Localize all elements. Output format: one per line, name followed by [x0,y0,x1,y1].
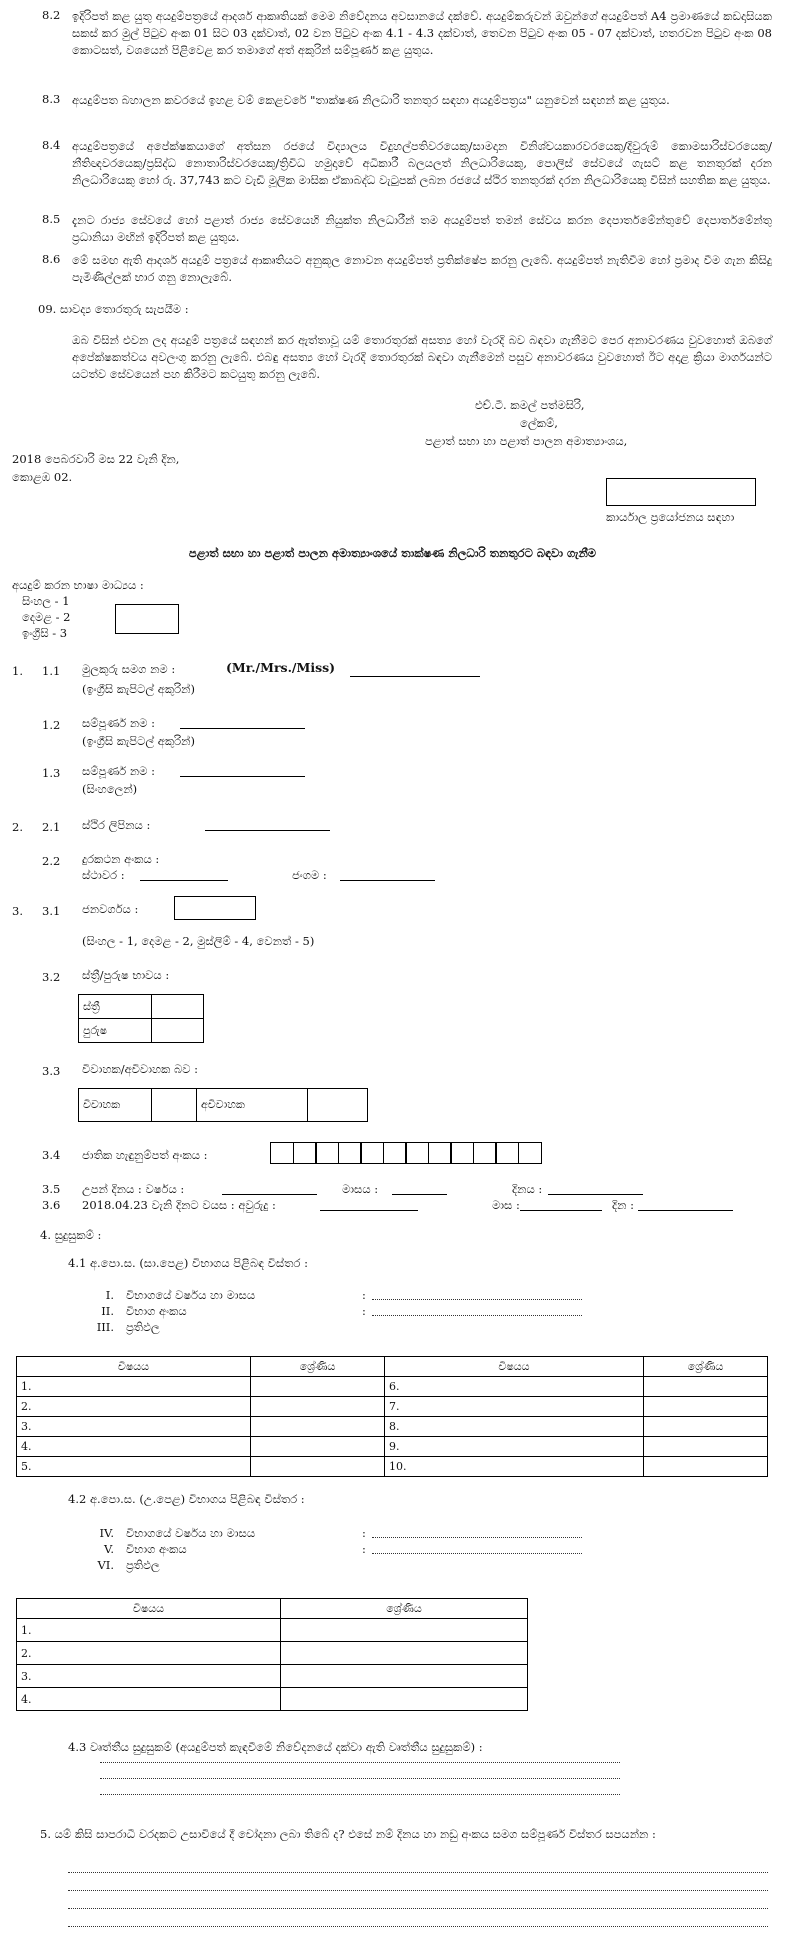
col-header: ශ්‍රේණිය [644,1357,768,1377]
medium-label: අයදුම් කරන භාෂා මාධ්‍යය : [12,578,144,592]
row-number[interactable]: 4. [17,1437,251,1457]
grade-cell[interactable] [281,1642,528,1665]
medium-option: සිංහල - 1 [22,594,70,608]
roman-numeral: IV. [99,1526,114,1540]
q-number: 3.5 [42,1182,61,1196]
colon: : [362,1542,366,1556]
q21-answer-line[interactable] [205,830,330,831]
colon: : [362,1526,366,1540]
col-header: විෂයය [17,1357,251,1377]
grade-cell[interactable] [281,1665,528,1688]
q22-mobile-line[interactable] [340,880,435,881]
q36-day: දින : [612,1198,634,1212]
signature-title: ලේකම්, [520,416,558,430]
office-use-box [606,478,756,506]
row-number[interactable]: 3. [17,1417,251,1437]
table-row [17,1437,768,1457]
q-number: 2. [12,820,23,834]
gender-male: පුරුෂ [79,1019,152,1043]
signature-name: එච්.ටී. කමල් පත්මසිරි, [475,398,585,412]
grade-cell[interactable] [281,1619,528,1642]
ol-item-label: විභාගයේ වර්ෂය හා මාසය [126,1288,256,1302]
office-use-label: කාර්යාල ප්‍රයෝජනය සඳහා [606,510,735,524]
ol-index-dots[interactable] [372,1315,582,1316]
al-year-dots[interactable] [372,1537,582,1538]
colon: : [362,1304,366,1318]
row-number[interactable]: 3. [17,1665,281,1688]
section-4-title: 4. සුදුසුකම් : [40,1228,102,1242]
al-item-label: ප්‍රතිඵල [126,1558,160,1572]
q22-mobile-label: ජංගම : [292,868,327,882]
q36-month: මාස : [492,1198,520,1212]
table-row [17,1397,768,1417]
signature-ministry: පළාත් සභා හා පළාත් පාලන අමාත්‍යාංශය, [425,434,628,448]
marital-unmarried: අවිවාහක [197,1089,308,1122]
para-number: 8.5 [42,212,61,226]
q-number: 1.1 [42,664,61,678]
roman-numeral: V. [104,1542,114,1556]
colon: : [362,1288,366,1302]
row-number[interactable]: 8. [385,1417,644,1437]
row-number[interactable]: 4. [17,1688,281,1711]
al-results-table [16,1598,528,1711]
para-number: 8.2 [42,8,61,22]
marital-married-box[interactable] [152,1089,197,1122]
section-4-2-title: 4.2 අ.පො.ස. (උ.පෙළ) විභාගය පිළිබඳ විස්තර : [68,1492,305,1506]
paragraph-8-2: ඉදිරිපත් කළ යුතු අයදුම්පත්‍රයේ ආදර්ශ ආකෘතියක් මෙම නිවේදනය අවසානයේ දක්වේ. අයදුම්කරුවන් ඔවුන්ගේ අයදුම්පත් A4 ප්‍රමාණයේ කඩදාසියක සකස් කර මුල් පිටුව අංක 01 සිට 03 දක්වාත්, 02 වන පිටුව අංක 4.1 - 4.3 දක්වාත්, තෙවන පිටුව අංක 05 - 07 දක්වාත්, හතරවන පිටුව අංක 08 කොටසත්, වශයෙන් පිළිවෙළ කර තමාගේ අත් අකුරින් සම්පූර්ණ කළ යුතුය. [72,9,772,57]
professional-dots[interactable] [100,1778,620,1779]
row-number[interactable]: 2. [17,1642,281,1665]
roman-numeral: I. [105,1288,114,1302]
age-month-line[interactable] [520,1210,602,1211]
criminal-dots[interactable] [68,1890,768,1891]
section-5-title: 5. යම් කිසි සාපරාධී වරදකට උසාවියේ දී චෝදනා ලබා තිබේ ද? එසේ නම් දිනය හා නඩු අංකය සමග සම්පූර්ණ විස්තර සපයන්න : [40,1827,656,1841]
q-number: 1. [12,664,23,678]
q35-month: මාසය : [342,1182,379,1196]
gender-male-box[interactable] [152,1019,204,1043]
nic-cells[interactable] [270,1142,540,1164]
table-row [17,1619,528,1642]
ethnicity-box[interactable] [174,896,256,920]
roman-numeral: III. [96,1320,114,1334]
row-number[interactable]: 1. [17,1619,281,1642]
ol-item-label: විභාග අංකය [126,1304,187,1318]
q11-title: (Mr./Mrs./Miss) [226,660,336,675]
paragraph-8-5: දැනට රාජ්‍ය සේවයේ හෝ පළාත් රාජ්‍ය සේවයෙහි නියුක්ත නිලධාරීන් තම අයදුම්පත් තමන් සේවය කරන දෙපාර්තමේන්තුවේ දෙපාර්තමේන්තු ප්‍රධානියා මඟින් ඉදිරිපත් කළ යුතුය. [72,213,772,244]
q32-label: ස්ත්‍රී/පුරුෂ භාවය : [82,968,170,982]
place-line: කොළඹ 02. [12,470,73,484]
section-4-1-title: 4.1 අ.පො.ස. (සා.පෙළ) විභාගය පිළිබඳ විස්තර : [68,1256,308,1270]
q31-label: ජනවර්ගය : [82,902,139,916]
grade-cell[interactable] [644,1397,768,1417]
section-4-3-title: 4.3 වෘත්තීය සුදුසුකම් (අයදුම්පත් කැඳවීමේ නිවේදනයේ දක්වා ඇති වෘත්තීය සුදුසුකම්) : [68,1740,483,1754]
grade-cell[interactable] [644,1437,768,1457]
q22-home-line[interactable] [140,880,228,881]
professional-dots[interactable] [100,1794,620,1795]
grade-cell[interactable] [251,1397,385,1417]
q-number: 3. [12,904,23,918]
col-header: ශ්‍රේණිය [281,1599,528,1619]
para-number: 8.6 [42,252,61,266]
section-09-text: ඔබ විසින් එවන ලද අයදුම් පත්‍රයේ සඳහන් කර ඇත්තාවූ යම් තොරතුරක් අසත්‍ය හෝ වැරදි බව බඳවා ගැනීමට පෙර අනාවරණය වුවහොත් ඔබගේ අපේක්ෂකත්වය අවලංගු කරනු ලැබේ. එබඳු අසත්‍ය හෝ වැරදි තොරතුරක් බඳවා ගැනීමෙන් පසුව අනාවරණය වුවහොත් ඊට අදාළ ක්‍රියා මාර්ගයන්ට යටත්ව සේවයෙන් පහ කිරීමට කටයුතු කරනු ලැබේ. [72,333,772,381]
medium-input-box[interactable] [115,604,179,634]
ol-year-dots[interactable] [372,1299,582,1300]
grade-cell[interactable] [644,1457,768,1477]
row-number[interactable]: 5. [17,1457,251,1477]
q-number: 3.6 [42,1198,61,1212]
q-number: 3.3 [42,1064,61,1078]
date-line: 2018 පෙබරවාරි මස 22 වැනි දින, [12,452,180,466]
dob-day-line[interactable] [548,1194,643,1195]
al-index-dots[interactable] [372,1553,582,1554]
grade-cell[interactable] [644,1417,768,1437]
col-header: විෂයය [17,1599,281,1619]
table-row [17,1665,528,1688]
marital-table [78,1088,368,1122]
medium-option: දෙමළ - 2 [22,610,71,624]
gender-female: ස්ත්‍රී [79,995,152,1019]
para-number: 8.4 [42,138,61,152]
col-header: විෂයය [385,1357,644,1377]
marital-married: විවාහක [79,1089,152,1122]
paragraph-8-4: අයදුම්පත්‍රයේ අපේක්ෂකයාගේ අත්සන රජයේ විද්‍යාලය විදුහල්පතිවරයෙකු/සාමදාන විනිශ්චයකාරවරයෙකු/දිවුරුම් කොමසාරිස්වරයෙකු/නීතිඥවරයෙකු/ප්‍රසිද්ධ නොතාරිස්වරයෙකු/ත්‍රිවිධ හමුදාවේ අධිකාරී බලයලත් නිලධාරියෙකු, පොලිස් සේවයේ ගැසට් කළ තනතුරක් දරන නිලධාරියෙකු හෝ රු. 37,743 කට වැඩි මූලික මාසික ඒකාබද්ධ වැටුපක් ලබන රජයේ ස්ථිර තනතුරක් දරන නිලධාරියෙකු විසින් සහතික කළ යුතුය. [72,139,772,187]
table-row [17,1688,528,1711]
age-day-line[interactable] [638,1210,733,1211]
q21-label: ස්ථිර ලිපිනය : [82,818,151,832]
q-number: 1.3 [42,766,61,780]
row-number[interactable]: 2. [17,1397,251,1417]
dob-month-line[interactable] [392,1194,447,1195]
q12-answer-line[interactable] [180,728,305,729]
ol-item-label: ප්‍රතිඵල [126,1320,160,1334]
q-number: 3.4 [42,1148,61,1162]
q12-label: සම්පූර්ණ නම : [82,716,155,730]
q34-label: ජාතික හැඳුනුම්පත් අංකය : [82,1148,208,1162]
section-09-title: 09. සාවද්‍ය තොරතුරු සැපයීම : [38,302,189,316]
q35-label: උපන් දිනය : වර්ෂය : [82,1182,185,1196]
q-number: 3.1 [42,904,61,918]
paragraph-8-3: අයදුම්පත බහාලන කවරයේ ඉහළ වම් කෙළවරේ "තාක්ෂණ නිලධාරි තනතුර සඳහා අයදුම්පත්‍රය" යනුවෙන් සඳහන් කළ යුතුය. [72,93,670,107]
q-number: 1.2 [42,718,61,732]
table-row [17,1417,768,1437]
para-number: 8.3 [42,92,61,106]
criminal-dots[interactable] [68,1926,768,1927]
roman-numeral: VI. [97,1558,114,1572]
q-number: 2.1 [42,820,61,834]
q33-label: විවාහක/අවිවාහක බව : [82,1062,199,1076]
q12-note: (ඉංග්‍රීසි කැපිටල් අකුරින්) [82,734,195,748]
q-number: 3.2 [42,970,61,984]
q35-day: දිනය : [512,1182,543,1196]
q22-home-label: ස්ථාවර : [82,868,125,882]
q22-label: දුරකථන අංකය : [82,852,160,866]
grade-cell[interactable] [644,1377,768,1397]
q13-answer-line[interactable] [180,776,305,777]
grade-cell[interactable] [251,1457,385,1477]
grade-cell[interactable] [251,1417,385,1437]
table-row [17,1377,768,1397]
paragraph-8-6: මේ සමඟ ඇති ආදර්ශ අයදුම් පත්‍රයේ ආකෘතියට අනුකූල නොවන අයදුම්පත් ප්‍රතික්ෂේප කරනු ලැබේ. අයදුම්පත් නැතිවීම හෝ ප්‍රමාද වීම ගැන කිසිදු පැමිණිල්ලක් භාර ගනු නොලැබේ. [72,253,772,284]
row-number[interactable]: 1. [17,1377,251,1397]
table-row [17,1642,528,1665]
grade-cell[interactable] [251,1437,385,1457]
roman-numeral: II. [101,1304,114,1318]
al-item-label: විභාග අංකය [126,1542,187,1556]
age-years-line[interactable] [320,1210,418,1211]
q31-note: (සිංහල - 1, දෙමළ - 2, මුස්ලිම් - 4, වෙනත් - 5) [82,934,315,948]
q11-note: (ඉංග්‍රීසි කැපිටල් අකුරින්) [82,682,195,696]
row-number[interactable]: 6. [385,1377,644,1397]
q36-label: 2018.04.23 වැනි දිනට වයස : අවුරුදු : [82,1198,276,1212]
criminal-dots[interactable] [68,1908,768,1909]
dob-year-line[interactable] [222,1194,317,1195]
grade-cell[interactable] [251,1377,385,1397]
al-item-label: විභාගයේ වර්ෂය හා මාසය [126,1526,256,1540]
grade-cell[interactable] [281,1688,528,1711]
table-row [17,1457,768,1477]
q-number: 2.2 [42,854,61,868]
q11-label: මුලකුරු සමග නම : [82,662,176,676]
q11-answer-line[interactable] [350,676,480,677]
q13-note: (සිංහලෙන්) [82,782,138,796]
professional-dots[interactable] [100,1762,620,1763]
ol-results-table [16,1356,768,1477]
row-number[interactable]: 9. [385,1437,644,1457]
row-number[interactable]: 10. [385,1457,644,1477]
criminal-dots[interactable] [68,1872,768,1873]
gender-female-box[interactable] [152,995,204,1019]
marital-unmarried-box[interactable] [308,1089,368,1122]
row-number[interactable]: 7. [385,1397,644,1417]
q13-label: සම්පූර්ණ නම : [82,764,155,778]
form-title: පළාත් සභා හා පළාත් පාලන අමාත්‍යාංශයේ තාක්ෂණ නිලධාරි තනතුරට බඳවා ගැනීම [188,546,597,560]
gender-table [78,994,204,1043]
medium-option: ඉංග්‍රීසි - 3 [22,626,68,640]
col-header: ශ්‍රේණිය [251,1357,385,1377]
